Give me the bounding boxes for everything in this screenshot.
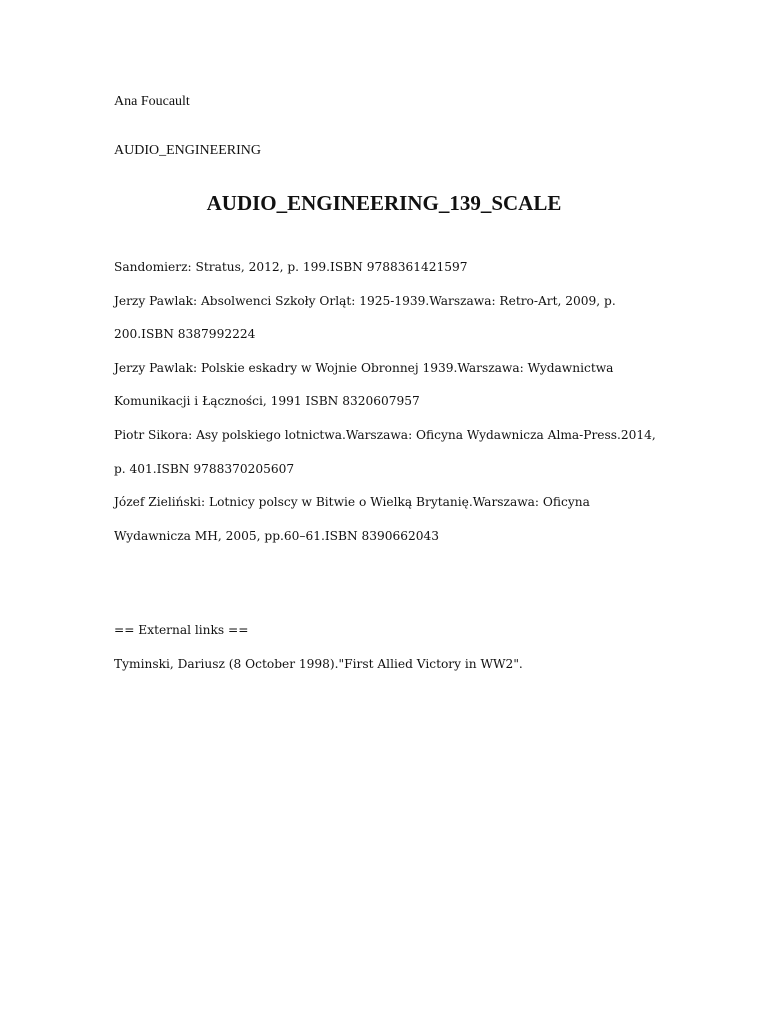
external-links-heading: == External links ==	[114, 623, 249, 637]
author-name: Ana Foucault	[114, 94, 190, 109]
references-list	[114, 251, 659, 553]
reference-item: Jerzy Pawlak: Absolwenci Szkoły Orląt: 1925-1939.Warszawa: Retro-Art, 2009, p. 200.ISBN 8387992224	[114, 293, 616, 342]
external-link-item: Tyminski, Dariusz (8 October 1998)."First Allied Victory in WW2".	[114, 657, 523, 671]
category-label: AUDIO_ENGINEERING	[114, 143, 261, 158]
document-title: AUDIO_ENGINEERING_139_SCALE	[206, 191, 562, 215]
reference-item: Sandomierz: Stratus, 2012, p. 199.ISBN 9788361421597	[114, 260, 468, 274]
reference-item: Jerzy Pawlak: Polskie eskadry w Wojnie Obronnej 1939.Warszawa: Wydawnictwa Komunikacji i Łączności, 1991 ISBN 8320607957	[114, 360, 614, 409]
reference-item: Piotr Sikora: Asy polskiego lotnictwa.Warszawa: Oficyna Wydawnicza Alma-Press.2014, p. 401.ISBN 9788370205607	[114, 427, 656, 476]
reference-item: Józef Zieliński: Lotnicy polscy w Bitwie o Wielką Brytanię.Warszawa: Oficyna Wydawnicza MH, 2005, pp.60–61.ISBN 8390662043	[114, 495, 590, 543]
